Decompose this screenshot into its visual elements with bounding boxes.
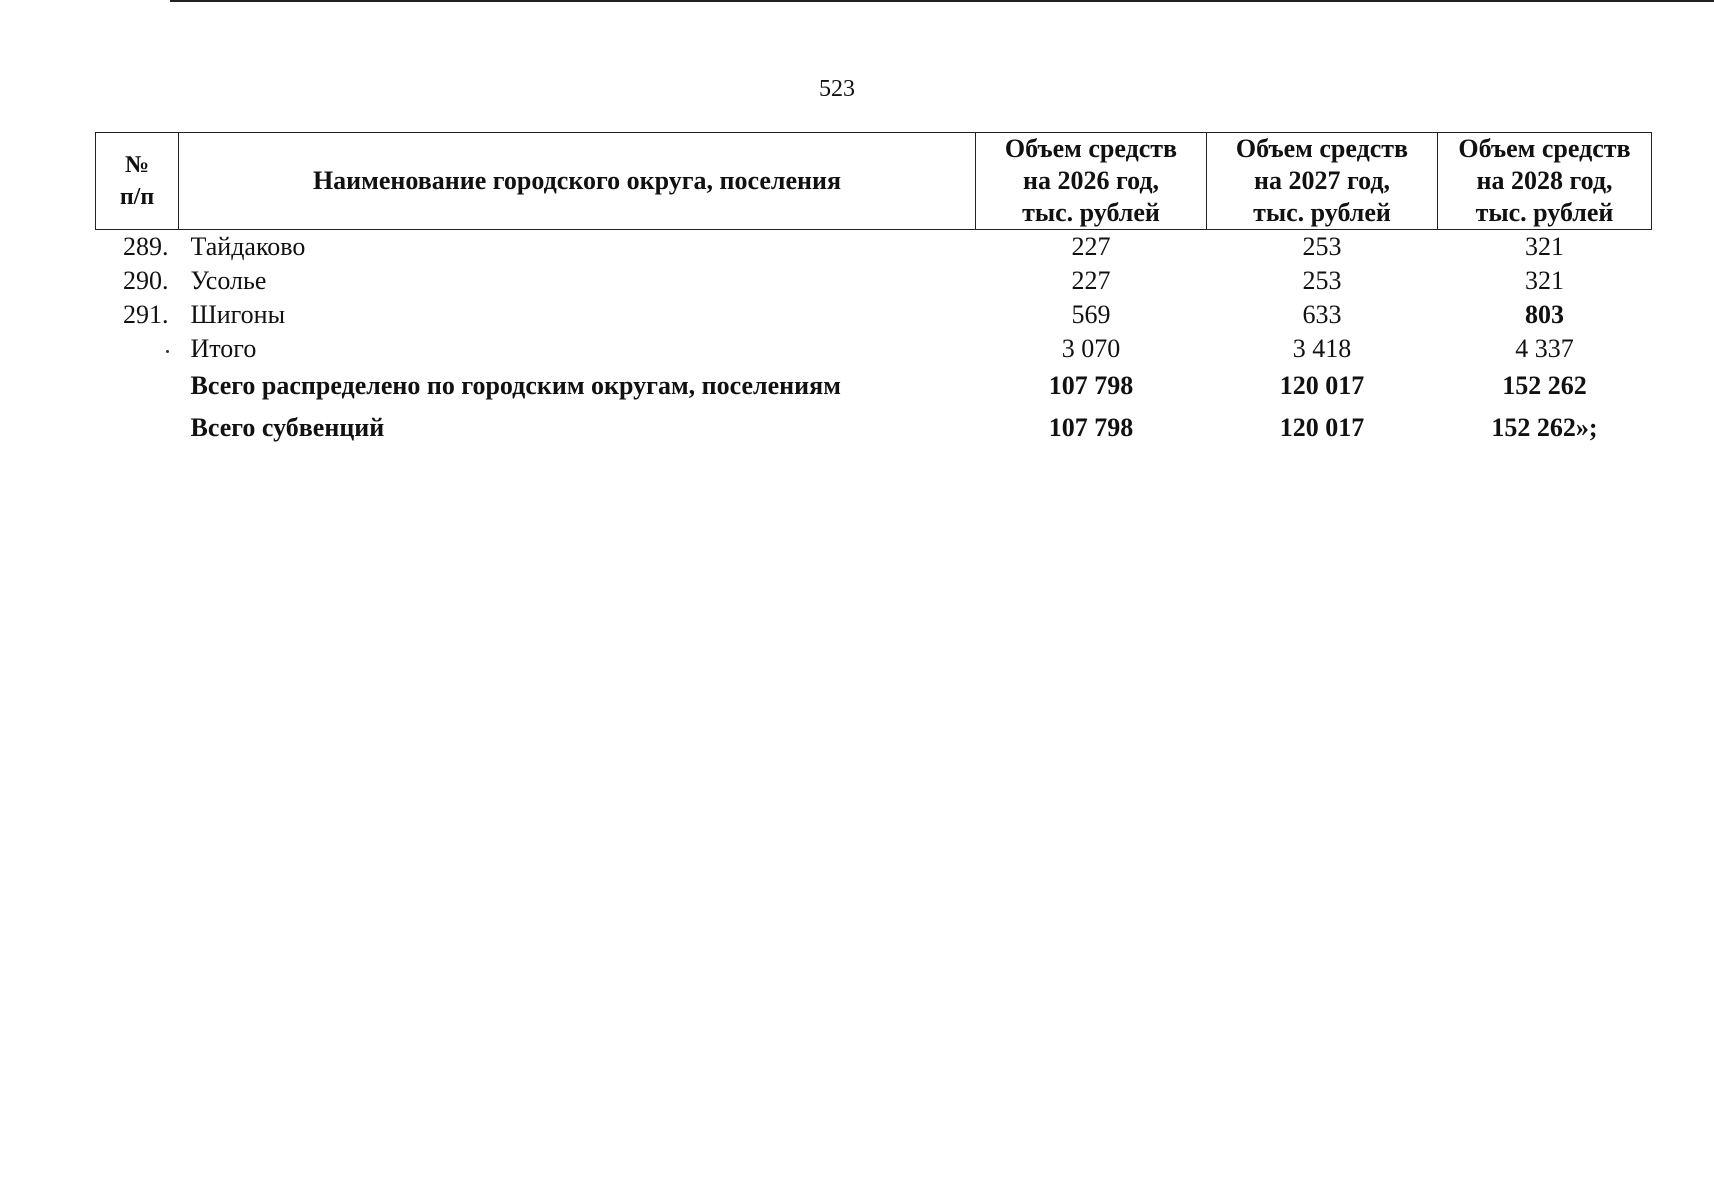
total-subventions-value-2028: 152 262»; [1491, 413, 1598, 442]
header-2028-line-2: на 2028 год, [1476, 166, 1613, 195]
subtotal-marker [96, 332, 179, 366]
header-2027 [1207, 133, 1438, 230]
bullet-dot [166, 350, 169, 353]
total-subventions-label: Всего субвенций [190, 413, 385, 442]
total-distributed-label: Всего распределено по городским округам, поселениям [190, 371, 841, 400]
row-value-2027: 633 [1302, 300, 1342, 329]
header-2026-line-3: тыс. рублей [1022, 198, 1160, 227]
header-number-line-2: п/п [119, 184, 155, 210]
header-2027-line-3: тыс. рублей [1253, 198, 1391, 227]
subtotal-label: Итого [190, 334, 257, 363]
subtotal-value-2028: 4 337 [1515, 334, 1574, 363]
table-header-row [96, 133, 1652, 230]
row-value-2028: 803 [1525, 300, 1564, 329]
page-number: 523 [819, 76, 855, 102]
row-value-2026: 227 [1071, 266, 1111, 295]
header-2027-line-1: Объем средств [1235, 134, 1409, 163]
row-name: Усолье [190, 266, 267, 295]
header-number-line-1: № [124, 152, 150, 178]
subtotal-value-2026: 3 070 [1061, 334, 1121, 363]
total-subventions-value-2027: 120 017 [1279, 413, 1365, 442]
row-value-2027: 253 [1302, 232, 1342, 261]
header-name: Наименование городского округа, поселения [179, 133, 976, 230]
header-2026-line-1: Объем средств [1004, 134, 1178, 163]
total-subventions-row [96, 406, 1652, 450]
header-2026-line-2: на 2026 год, [1022, 166, 1160, 195]
row-value-2028: 321 [1525, 266, 1564, 295]
row-value-2027: 253 [1302, 266, 1342, 295]
header-2027-line-2: на 2027 год, [1253, 166, 1391, 195]
total-distributed-row [96, 366, 1652, 406]
header-2028-line-3: тыс. рублей [1475, 198, 1614, 227]
header-2028-line-1: Объем средств [1458, 134, 1631, 163]
row-value-2028: 321 [1525, 232, 1564, 261]
table-row [96, 298, 1652, 332]
row-value-2026: 569 [1071, 300, 1111, 329]
row-name: Шигоны [190, 300, 286, 329]
row-number: 290. [123, 266, 169, 295]
total-distributed-number [96, 366, 179, 406]
total-subventions-value-2026: 107 798 [1048, 413, 1134, 442]
total-distributed-value-2028: 152 262 [1502, 371, 1587, 400]
row-number: 291. [123, 300, 169, 329]
total-subventions-number [96, 406, 179, 450]
top-border-line [170, 0, 1714, 2]
table-row [96, 264, 1652, 298]
subtotal-value-2027: 3 418 [1292, 334, 1352, 363]
total-distributed-value-2027: 120 017 [1279, 371, 1365, 400]
table-row [96, 230, 1652, 265]
subventions-table [95, 132, 1652, 450]
row-number: 289. [123, 232, 169, 261]
header-number [96, 133, 179, 230]
header-2026 [976, 133, 1207, 230]
row-value-2026: 227 [1071, 232, 1111, 261]
row-name: Тайдаково [190, 232, 306, 261]
total-distributed-value-2026: 107 798 [1048, 371, 1134, 400]
header-2028 [1438, 133, 1652, 230]
subtotal-row [96, 332, 1652, 366]
